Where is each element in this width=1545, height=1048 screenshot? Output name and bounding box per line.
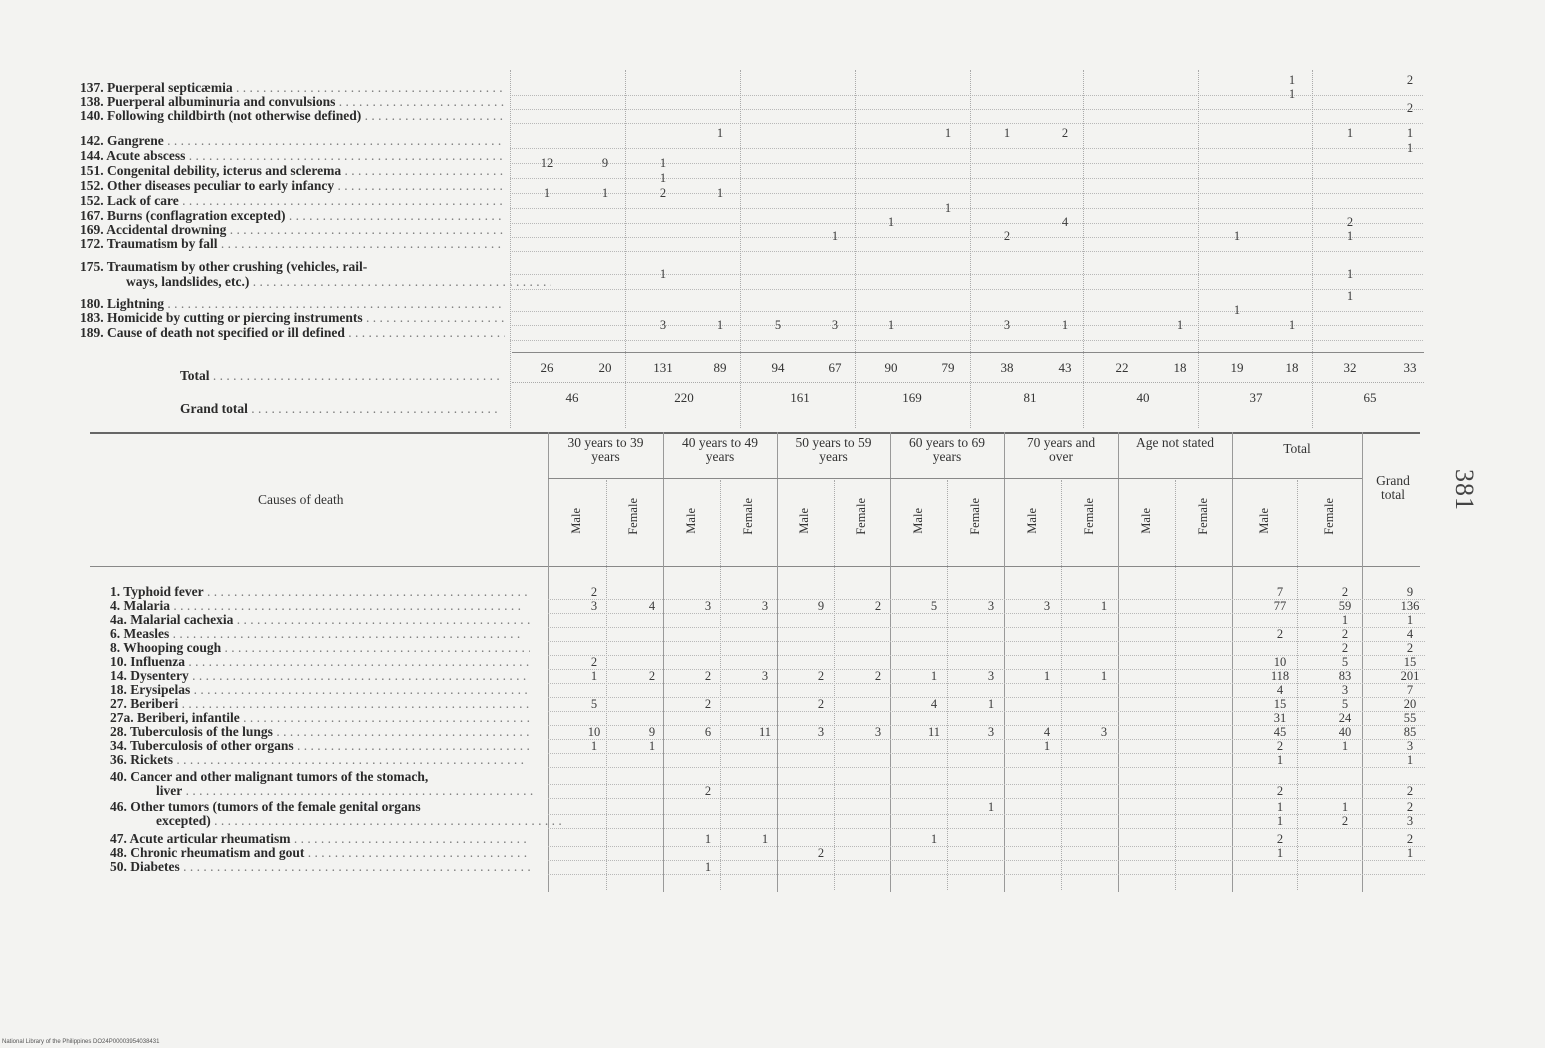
bottom-cell: 2 bbox=[1406, 800, 1414, 814]
top-cause-label: 142. Gangrene . . . bbox=[80, 134, 505, 148]
bottom-cell: 3 bbox=[1406, 814, 1414, 828]
female-header: Female bbox=[626, 498, 641, 535]
female-header: Female bbox=[1081, 498, 1096, 535]
bottom-cell: 3 bbox=[1406, 739, 1414, 753]
male-header: Male bbox=[910, 508, 925, 534]
row-rule bbox=[548, 798, 1425, 799]
bottom-cell: 9 bbox=[817, 599, 825, 613]
bottom-cell: 10 bbox=[587, 725, 601, 739]
male-header: Male bbox=[568, 508, 583, 534]
male-header: Male bbox=[683, 508, 698, 534]
bottom-cell: 10 bbox=[1273, 655, 1287, 669]
top-cause-label: 180. Lightning . . . bbox=[80, 297, 505, 311]
bottom-cell: 5 bbox=[590, 697, 598, 711]
top-cell: 1 bbox=[944, 201, 952, 215]
bottom-cause-label: 18. Erysipelas . . . bbox=[110, 683, 530, 697]
row-rule bbox=[510, 223, 1423, 224]
top-cell: 2 bbox=[659, 186, 667, 200]
bottom-cell: 3 bbox=[987, 725, 995, 739]
top-cause-label: 137. Puerperal septicæmia . . . bbox=[80, 81, 505, 95]
bottom-cell: 31 bbox=[1273, 711, 1287, 725]
bottom-cell: 11 bbox=[927, 725, 941, 739]
total-cell: 18 bbox=[1173, 360, 1187, 375]
group-rule bbox=[663, 432, 664, 892]
bottom-cell: 15 bbox=[1273, 697, 1287, 711]
bottom-cell: 1 bbox=[648, 739, 656, 753]
bottom-cause-label: 40. Cancer and other malignant tumors of the stomach, bbox=[110, 770, 429, 784]
total-cell: 20 bbox=[598, 360, 612, 375]
age-group-header: 30 years to 39 years bbox=[567, 435, 644, 464]
top-cause-label: 189. Cause of death not specified or ill defined . . . bbox=[80, 326, 505, 340]
total-cell: 67 bbox=[828, 360, 842, 375]
age-group-header: Age not stated bbox=[1136, 435, 1214, 450]
row-rule bbox=[510, 148, 1423, 149]
bottom-cause-label: 8. Whooping cough . . . bbox=[110, 641, 530, 655]
row-rule bbox=[510, 109, 1423, 110]
bottom-cell: 2 bbox=[1276, 784, 1284, 798]
bottom-cell: 2 bbox=[874, 669, 882, 683]
grand-total-cell: 81 bbox=[1023, 390, 1037, 405]
group-underline bbox=[777, 478, 890, 479]
bottom-cell: 1 bbox=[1043, 669, 1051, 683]
bottom-cell: 4 bbox=[1043, 725, 1051, 739]
bottom-cell: 2 bbox=[590, 655, 598, 669]
bottom-cell: 3 bbox=[761, 669, 769, 683]
bottom-cell: 1 bbox=[1406, 846, 1414, 860]
bottom-cell: 5 bbox=[1341, 697, 1349, 711]
top-cell: 1 bbox=[1061, 318, 1069, 332]
bottom-cell: 2 bbox=[1406, 784, 1414, 798]
top-cell: 1 bbox=[543, 186, 551, 200]
bottom-cell: 2 bbox=[1406, 832, 1414, 846]
total-cell: 43 bbox=[1058, 360, 1072, 375]
top-cell: 1 bbox=[944, 126, 952, 140]
male-header: Male bbox=[1256, 508, 1271, 534]
bottom-cell: 2 bbox=[874, 599, 882, 613]
bottom-cell: 55 bbox=[1403, 711, 1417, 725]
female-header: Female bbox=[853, 498, 868, 535]
bottom-cell: 15 bbox=[1403, 655, 1417, 669]
top-cell: 2 bbox=[1003, 229, 1011, 243]
group-underline bbox=[1232, 478, 1362, 479]
top-cell: 1 bbox=[1346, 289, 1354, 303]
top-cell: 1 bbox=[659, 171, 667, 185]
top-cell: 1 bbox=[1346, 126, 1354, 140]
bottom-cell: 2 bbox=[704, 697, 712, 711]
bottom-cell: 1 bbox=[1341, 613, 1349, 627]
top-cell: 1 bbox=[887, 318, 895, 332]
row-rule bbox=[548, 641, 1425, 642]
female-header: Female bbox=[1195, 498, 1210, 535]
bottom-cell: 5 bbox=[930, 599, 938, 613]
bottom-cause-label: 36. Rickets . . . bbox=[110, 753, 530, 767]
female-header: Female bbox=[967, 498, 982, 535]
top-cell: 2 bbox=[1061, 126, 1069, 140]
age-group-header: 40 years to 49 years bbox=[681, 435, 759, 464]
bottom-cell: 3 bbox=[987, 669, 995, 683]
top-cause-label: ways, landslides, etc.) . . . bbox=[80, 275, 551, 289]
female-header: Female bbox=[1321, 498, 1336, 535]
male-header: Male bbox=[1138, 508, 1153, 534]
bottom-cause-label: 1. Typhoid fever . . . bbox=[110, 585, 530, 599]
bottom-cell: 1 bbox=[1341, 800, 1349, 814]
bottom-cause-label: 27. Beriberi . . . bbox=[110, 697, 530, 711]
bottom-cell: 1 bbox=[704, 860, 712, 874]
top-cell: 1 bbox=[1288, 318, 1296, 332]
top-cell: 1 bbox=[1003, 126, 1011, 140]
group-underline bbox=[663, 478, 777, 479]
top-cause-label: 167. Burns (conflagration excepted) . . . bbox=[80, 209, 505, 223]
top-cell: 2 bbox=[1406, 73, 1414, 87]
top-cell: 1 bbox=[887, 215, 895, 229]
bottom-cell: 2 bbox=[648, 669, 656, 683]
bottom-cell: 4 bbox=[930, 697, 938, 711]
bottom-cell: 3 bbox=[761, 599, 769, 613]
bottom-cell: 9 bbox=[1406, 585, 1414, 599]
top-cell: 1 bbox=[1346, 267, 1354, 281]
bottom-cell: 118 bbox=[1270, 669, 1290, 683]
top-cell: 1 bbox=[716, 318, 724, 332]
bottom-cell: 1 bbox=[590, 669, 598, 683]
bottom-cell: 2 bbox=[817, 846, 825, 860]
bottom-cell: 2 bbox=[1341, 585, 1349, 599]
top-cell: 1 bbox=[1288, 87, 1296, 101]
bottom-cell: 3 bbox=[987, 599, 995, 613]
bottom-cause-label: 28. Tuberculosis of the lungs . . . bbox=[110, 725, 530, 739]
bottom-cell: 59 bbox=[1338, 599, 1352, 613]
age-group-header: Total bbox=[1283, 441, 1311, 456]
grand-total-cell: 46 bbox=[565, 390, 579, 405]
bottom-cell: 1 bbox=[1406, 613, 1414, 627]
bottom-cell: 1 bbox=[1341, 739, 1349, 753]
bottom-cause-label: 27a. Beriberi, infantile . . . bbox=[110, 711, 530, 725]
bottom-cell: 1 bbox=[590, 739, 598, 753]
total-cell: 131 bbox=[653, 360, 673, 375]
top-cell: 1 bbox=[1233, 229, 1241, 243]
group-underline bbox=[890, 478, 1004, 479]
bottom-cause-label: 4a. Malarial cachexia . . . bbox=[110, 613, 530, 627]
bottom-cell: 2 bbox=[1341, 627, 1349, 641]
top-cell: 1 bbox=[659, 267, 667, 281]
row-rule bbox=[510, 340, 1423, 341]
total-label: Total . . . bbox=[180, 369, 500, 383]
male-header: Male bbox=[797, 508, 812, 534]
total-cell: 22 bbox=[1115, 360, 1129, 375]
bottom-cell: 201 bbox=[1400, 669, 1420, 683]
bottom-cell: 2 bbox=[817, 697, 825, 711]
female-header: Female bbox=[740, 498, 755, 535]
bottom-cell: 20 bbox=[1403, 697, 1417, 711]
bottom-cell: 2 bbox=[1341, 814, 1349, 828]
bottom-cause-label: 6. Measles . . . bbox=[110, 627, 530, 641]
top-cause-label: 151. Congenital debility, icterus and sclerema . . . bbox=[80, 164, 505, 178]
bottom-cell: 1 bbox=[704, 832, 712, 846]
top-cause-label: 175. Traumatism by other crushing (vehicles, rail- bbox=[80, 260, 368, 274]
grand-total-cell: 65 bbox=[1363, 390, 1377, 405]
bottom-cell: 5 bbox=[1341, 655, 1349, 669]
bottom-cell: 4 bbox=[1276, 683, 1284, 697]
row-rule bbox=[548, 874, 1425, 875]
group-underline bbox=[1118, 478, 1232, 479]
bottom-cell: 2 bbox=[1406, 641, 1414, 655]
row-rule bbox=[548, 860, 1425, 861]
group-underline bbox=[548, 478, 663, 479]
bottom-cause-label: 50. Diabetes . . . bbox=[110, 860, 530, 874]
top-cause-label: 169. Accidental drowning . . . bbox=[80, 223, 505, 237]
top-cell: 12 bbox=[540, 156, 554, 170]
totals-rule bbox=[512, 352, 1424, 353]
bottom-cell: 1 bbox=[1276, 753, 1284, 767]
group-underline bbox=[1004, 478, 1118, 479]
age-group-header: 60 years to 69 years bbox=[908, 435, 986, 464]
column-rule bbox=[740, 70, 741, 428]
top-cell: 3 bbox=[1003, 318, 1011, 332]
top-cause-label: 152. Other diseases peculiar to early infancy . . . bbox=[80, 179, 505, 193]
bottom-cell: 6 bbox=[704, 725, 712, 739]
total-cell: 89 bbox=[713, 360, 727, 375]
top-cell: 1 bbox=[1176, 318, 1184, 332]
bottom-cell: 85 bbox=[1403, 725, 1417, 739]
age-group-header: 50 years to 59 years bbox=[795, 435, 872, 464]
bottom-cell: 2 bbox=[704, 784, 712, 798]
header-bottom-rule bbox=[90, 566, 1420, 567]
bottom-cell: 1 bbox=[930, 832, 938, 846]
top-cell: 2 bbox=[1406, 101, 1414, 115]
bottom-cell: 1 bbox=[1100, 599, 1108, 613]
bottom-cell: 45 bbox=[1273, 725, 1287, 739]
top-cell: 1 bbox=[1406, 126, 1414, 140]
top-cell: 1 bbox=[716, 126, 724, 140]
group-rule bbox=[890, 432, 891, 892]
group-rule bbox=[1118, 432, 1119, 892]
bottom-cell: 1 bbox=[761, 832, 769, 846]
column-rule bbox=[625, 70, 626, 428]
top-cell: 2 bbox=[1346, 215, 1354, 229]
top-cell: 9 bbox=[601, 156, 609, 170]
bottom-cell: 3 bbox=[817, 725, 825, 739]
group-rule bbox=[777, 432, 778, 892]
grand-total-cell: 220 bbox=[674, 390, 694, 405]
top-cell: 1 bbox=[716, 186, 724, 200]
bottom-cause-label: 4. Malaria . . . bbox=[110, 599, 530, 613]
top-cell: 5 bbox=[774, 318, 782, 332]
bottom-cell: 1 bbox=[1100, 669, 1108, 683]
column-rule bbox=[855, 70, 856, 428]
page-number: 381 bbox=[1450, 469, 1479, 511]
row-rule bbox=[510, 123, 1423, 124]
total-cell: 32 bbox=[1343, 360, 1357, 375]
bottom-cell: 2 bbox=[1276, 832, 1284, 846]
male-header: Male bbox=[1024, 508, 1039, 534]
top-cause-label: 172. Traumatism by fall . . . bbox=[80, 237, 505, 251]
bottom-cause-label: 47. Acute articular rheumatism . . . bbox=[110, 832, 530, 846]
total-cell: 79 bbox=[941, 360, 955, 375]
bottom-cell: 1 bbox=[1276, 846, 1284, 860]
grand-total-label: Grand total . . . bbox=[180, 402, 500, 416]
row-rule bbox=[510, 237, 1423, 238]
row-rule bbox=[548, 828, 1425, 829]
bottom-cell: 1 bbox=[930, 669, 938, 683]
bottom-cell: 3 bbox=[874, 725, 882, 739]
top-cell: 3 bbox=[831, 318, 839, 332]
top-cause-label: 140. Following childbirth (not otherwise defined) . . . bbox=[80, 109, 505, 123]
total-cell: 33 bbox=[1403, 360, 1417, 375]
total-cell: 19 bbox=[1230, 360, 1244, 375]
total-cell: 26 bbox=[540, 360, 554, 375]
row-rule bbox=[548, 613, 1425, 614]
group-rule bbox=[1232, 432, 1233, 892]
bottom-cell: 1 bbox=[1406, 753, 1414, 767]
top-cell: 1 bbox=[831, 229, 839, 243]
top-cell: 1 bbox=[1233, 303, 1241, 317]
bottom-cell: 136 bbox=[1400, 599, 1420, 613]
bottom-cell: 3 bbox=[590, 599, 598, 613]
age-group-header: 70 years and over bbox=[1026, 435, 1096, 464]
grand-total-header: Grand total bbox=[1376, 473, 1410, 502]
bottom-cell: 1 bbox=[1043, 739, 1051, 753]
bottom-cell: 2 bbox=[817, 669, 825, 683]
footer-note: National Library of the Philippines DO24P00003954038431 bbox=[2, 1039, 160, 1045]
bottom-cell: 3 bbox=[704, 599, 712, 613]
bottom-cause-label: excepted) . . . bbox=[110, 814, 576, 828]
grand-total-cell: 169 bbox=[902, 390, 922, 405]
bottom-cell: 1 bbox=[987, 800, 995, 814]
column-rule bbox=[970, 70, 971, 428]
total-cell: 38 bbox=[1000, 360, 1014, 375]
bottom-cell: 3 bbox=[1341, 683, 1349, 697]
row-rule bbox=[510, 311, 1423, 312]
bottom-cell: 1 bbox=[1276, 814, 1284, 828]
row-rule bbox=[510, 251, 1423, 252]
bottom-cell: 24 bbox=[1338, 711, 1352, 725]
top-cell: 1 bbox=[659, 156, 667, 170]
bottom-cell: 2 bbox=[1276, 739, 1284, 753]
top-cause-label: 183. Homicide by cutting or piercing instruments . . . bbox=[80, 311, 505, 325]
row-rule bbox=[510, 289, 1423, 290]
bottom-cell: 9 bbox=[648, 725, 656, 739]
top-cause-label: 152. Lack of care . . . bbox=[80, 194, 505, 208]
grand-total-cell: 40 bbox=[1136, 390, 1150, 405]
top-cell: 1 bbox=[1288, 73, 1296, 87]
top-cause-label: 144. Acute abscess . . . bbox=[80, 149, 505, 163]
causes-header: Causes of death bbox=[258, 492, 344, 507]
bottom-cell: 11 bbox=[758, 725, 772, 739]
top-cell: 4 bbox=[1061, 215, 1069, 229]
bottom-cell: 4 bbox=[648, 599, 656, 613]
total-cell: 18 bbox=[1285, 360, 1299, 375]
column-rule bbox=[1312, 70, 1313, 428]
bottom-cell: 83 bbox=[1338, 669, 1352, 683]
bottom-cell: 4 bbox=[1406, 627, 1414, 641]
group-rule bbox=[1004, 432, 1005, 892]
bottom-cell: 2 bbox=[704, 669, 712, 683]
top-cell: 3 bbox=[659, 318, 667, 332]
total-cell: 94 bbox=[771, 360, 785, 375]
total-cell: 90 bbox=[884, 360, 898, 375]
bottom-cause-label: liver . . . bbox=[110, 784, 576, 798]
bottom-cause-label: 46. Other tumors (tumors of the female genital organs bbox=[110, 800, 421, 814]
top-cell: 1 bbox=[601, 186, 609, 200]
bottom-cell: 7 bbox=[1406, 683, 1414, 697]
bottom-cell: 1 bbox=[987, 697, 995, 711]
bottom-cell: 40 bbox=[1338, 725, 1352, 739]
bottom-cause-label: 14. Dysentery . . . bbox=[110, 669, 530, 683]
header-top-rule bbox=[90, 432, 1420, 434]
bottom-cell: 1 bbox=[1276, 800, 1284, 814]
bottom-cause-label: 34. Tuberculosis of other organs . . . bbox=[110, 739, 530, 753]
bottom-cell: 3 bbox=[1100, 725, 1108, 739]
bottom-cause-label: 10. Influenza . . . bbox=[110, 655, 530, 669]
grand-total-rule bbox=[512, 382, 1424, 383]
grand-total-cell: 161 bbox=[790, 390, 810, 405]
top-cell: 1 bbox=[1406, 141, 1414, 155]
grand-total-cell: 37 bbox=[1249, 390, 1263, 405]
row-rule bbox=[548, 767, 1425, 768]
bottom-cause-label: 48. Chronic rheumatism and gout . . . bbox=[110, 846, 530, 860]
top-cell: 1 bbox=[1346, 229, 1354, 243]
bottom-cell: 2 bbox=[1341, 641, 1349, 655]
bottom-cell: 2 bbox=[1276, 627, 1284, 641]
column-rule bbox=[510, 70, 511, 428]
bottom-cell: 2 bbox=[590, 585, 598, 599]
bottom-cell: 7 bbox=[1276, 585, 1284, 599]
bottom-cell: 3 bbox=[1043, 599, 1051, 613]
top-cause-label: 138. Puerperal albuminuria and convulsions . . . bbox=[80, 95, 505, 109]
bottom-cell: 77 bbox=[1273, 599, 1287, 613]
